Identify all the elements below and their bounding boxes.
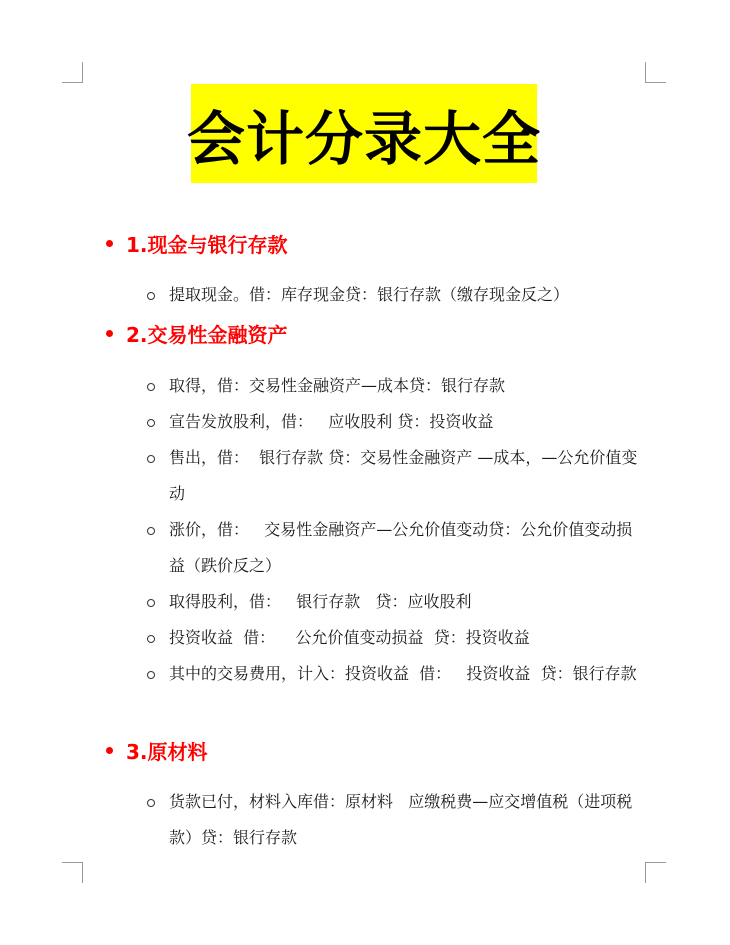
bullet-circle-icon [147,419,155,427]
list-item [146,410,646,434]
list-item-text: 取得，借：交易性金融资产—成本贷：银行存款 [169,376,506,395]
list-item [146,283,646,307]
page-corner-mark [62,62,83,83]
section-heading-text: 2.交易性金融资产 [126,322,288,347]
document-title-box [187,84,542,183]
bullet-circle-icon [147,455,155,463]
bullet-circle-icon [147,292,155,300]
page-corner-mark [62,862,83,883]
list-item [146,374,646,398]
page-corner-mark [645,862,666,883]
section-heading-2 [106,318,288,348]
section-heading-1 [106,228,288,258]
list-item-text: 宣告发放股利，借： 应收股利 贷：投资收益 [169,412,494,431]
list-item-text: 其中的交易费用，计入：投资收益 借： 投资收益 贷：银行存款 [169,664,637,683]
bullet-circle-icon [147,635,155,643]
bullet-circle-icon [147,799,155,807]
list-item-text: 提取现金。借：库存现金贷：银行存款（缴存现金反之） [169,285,570,304]
list-item [146,512,646,584]
bullet-dot-icon [106,240,113,247]
bullet-dot-icon [106,330,113,337]
list-item [146,656,646,692]
section-heading-text: 1.现金与银行存款 [126,232,288,257]
list-item-text: 涨价，借： 交易性金融资产—公允价值变动贷：公允价值变动损益（跌价反之） [169,520,633,575]
document-title: 会计分录大全 [187,104,542,173]
list-item [146,590,646,614]
list-item-text: 货款已付，材料入库借：原材料 应缴税费—应交增值税（进项税款）贷：银行存款 [169,792,633,847]
list-item-text: 投资收益 借： 公允价值变动损益 贷：投资收益 [169,628,530,647]
list-item-text: 取得股利，借： 银行存款 贷：应收股利 [169,592,472,611]
list-item [146,440,646,512]
bullet-dot-icon [106,747,113,754]
section-heading-3 [106,735,208,765]
bullet-circle-icon [147,383,155,391]
page-corner-mark [645,62,666,83]
bullet-circle-icon [147,527,155,535]
bullet-circle-icon [147,671,155,679]
section-heading-text: 3.原材料 [126,739,208,764]
list-item [146,626,646,650]
bullet-circle-icon [147,599,155,607]
list-item [146,784,646,856]
list-item-text: 售出，借： 银行存款 贷：交易性金融资产 —成本，—公允价值变动 [169,448,638,503]
